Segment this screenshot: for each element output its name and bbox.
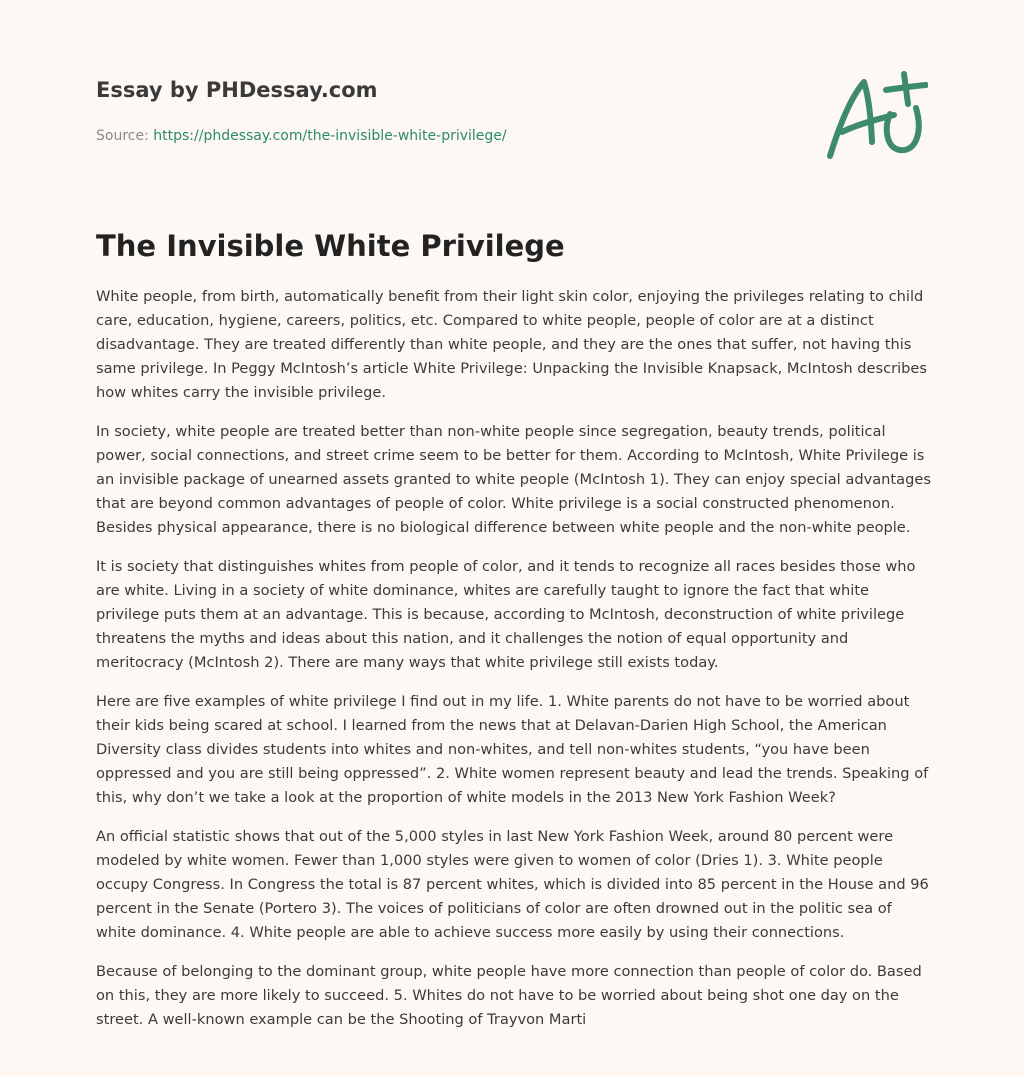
- a-plus-logo-icon: [822, 68, 928, 164]
- source-line: [96, 126, 796, 146]
- article-title: The Invisible White Privilege: [96, 229, 565, 263]
- article-paragraph: Here are five examples of white privilege I find out in my life. 1. White parents do not have to be worried about their kids being scared at school. I learned from the news that at Delavan-Darien High School, the American Diversity class divides students into whites and non-whites, and tell non-whites students, “you have been oppressed and you are still being oppressed”. 2. White women represent beauty and lead the trends. Speaking of this, why don’t we take a look at the proportion of white models in the 2013 New York Fashion Week?: [96, 693, 929, 806]
- article-paragraph: An official statistic shows that out of the 5,000 styles in last New York Fashion Week, around 80 percent were modeled by white women. Fewer than 1,000 styles were given to women of color (Dries 1). 3. White people occupy Congress. In Congress the total is 87 percent whites, which is divided into 85 percent in the House and 96 percent in the Senate (Portero 3). The voices of politicians of color are often drowned out in the politic sea of white dominance. 4. White people are able to achieve success more easily by using their connections.: [96, 828, 929, 941]
- essay-header: [96, 76, 796, 146]
- source-label: Source:: [96, 128, 149, 144]
- article-body: [96, 285, 932, 1047]
- article-paragraph: In society, white people are treated better than non-white people since segregation, beauty trends, political power, social connections, and street crime seem to be better for them. According to McIntosh, White Privilege is an invisible package of unearned assets granted to white people (McIntosh 1). They can enjoy special advantages that are beyond common advantages of people of color. White privilege is a social constructed phenomenon. Besides physical appearance, there is no biological difference between white people and the non-white people.: [96, 423, 931, 536]
- article-paragraph: It is society that distinguishes whites from people of color, and it tends to recognize all races besides those who are white. Living in a society of white dominance, whites are carefully taught to ignore the fact that white privilege puts them at an advantage. This is because, according to McIntosh, deconstruction of white privilege threatens the myths and ideas about this nation, and it challenges the notion of equal opportunity and meritocracy (McIntosh 2). There are many ways that white privilege still exists today.: [96, 558, 916, 671]
- article-paragraph: White people, from birth, automatically benefit from their light skin color, enjoying the privileges relating to child care, education, hygiene, careers, politics, etc. Compared to white people, people of color are at a distinct disadvantage. They are treated differently than white people, and they are the ones that suffer, not having this same privilege. In Peggy McIntosh’s article White Privilege: Unpacking the Invisible Knapsack, McIntosh describes how whites carry the invisible privilege.: [96, 288, 928, 401]
- site-brand: Essay by PHDessay.com: [96, 78, 378, 102]
- source-link[interactable]: https://phdessay.com/the-invisible-white-privilege/: [153, 128, 507, 144]
- article-paragraph: Because of belonging to the dominant group, white people have more connection than people of color do. Based on this, they are more likely to succeed. 5. Whites do not have to be worried about being shot one day on the street. A well-known example can be the Shooting of Trayvon Marti: [96, 963, 922, 1028]
